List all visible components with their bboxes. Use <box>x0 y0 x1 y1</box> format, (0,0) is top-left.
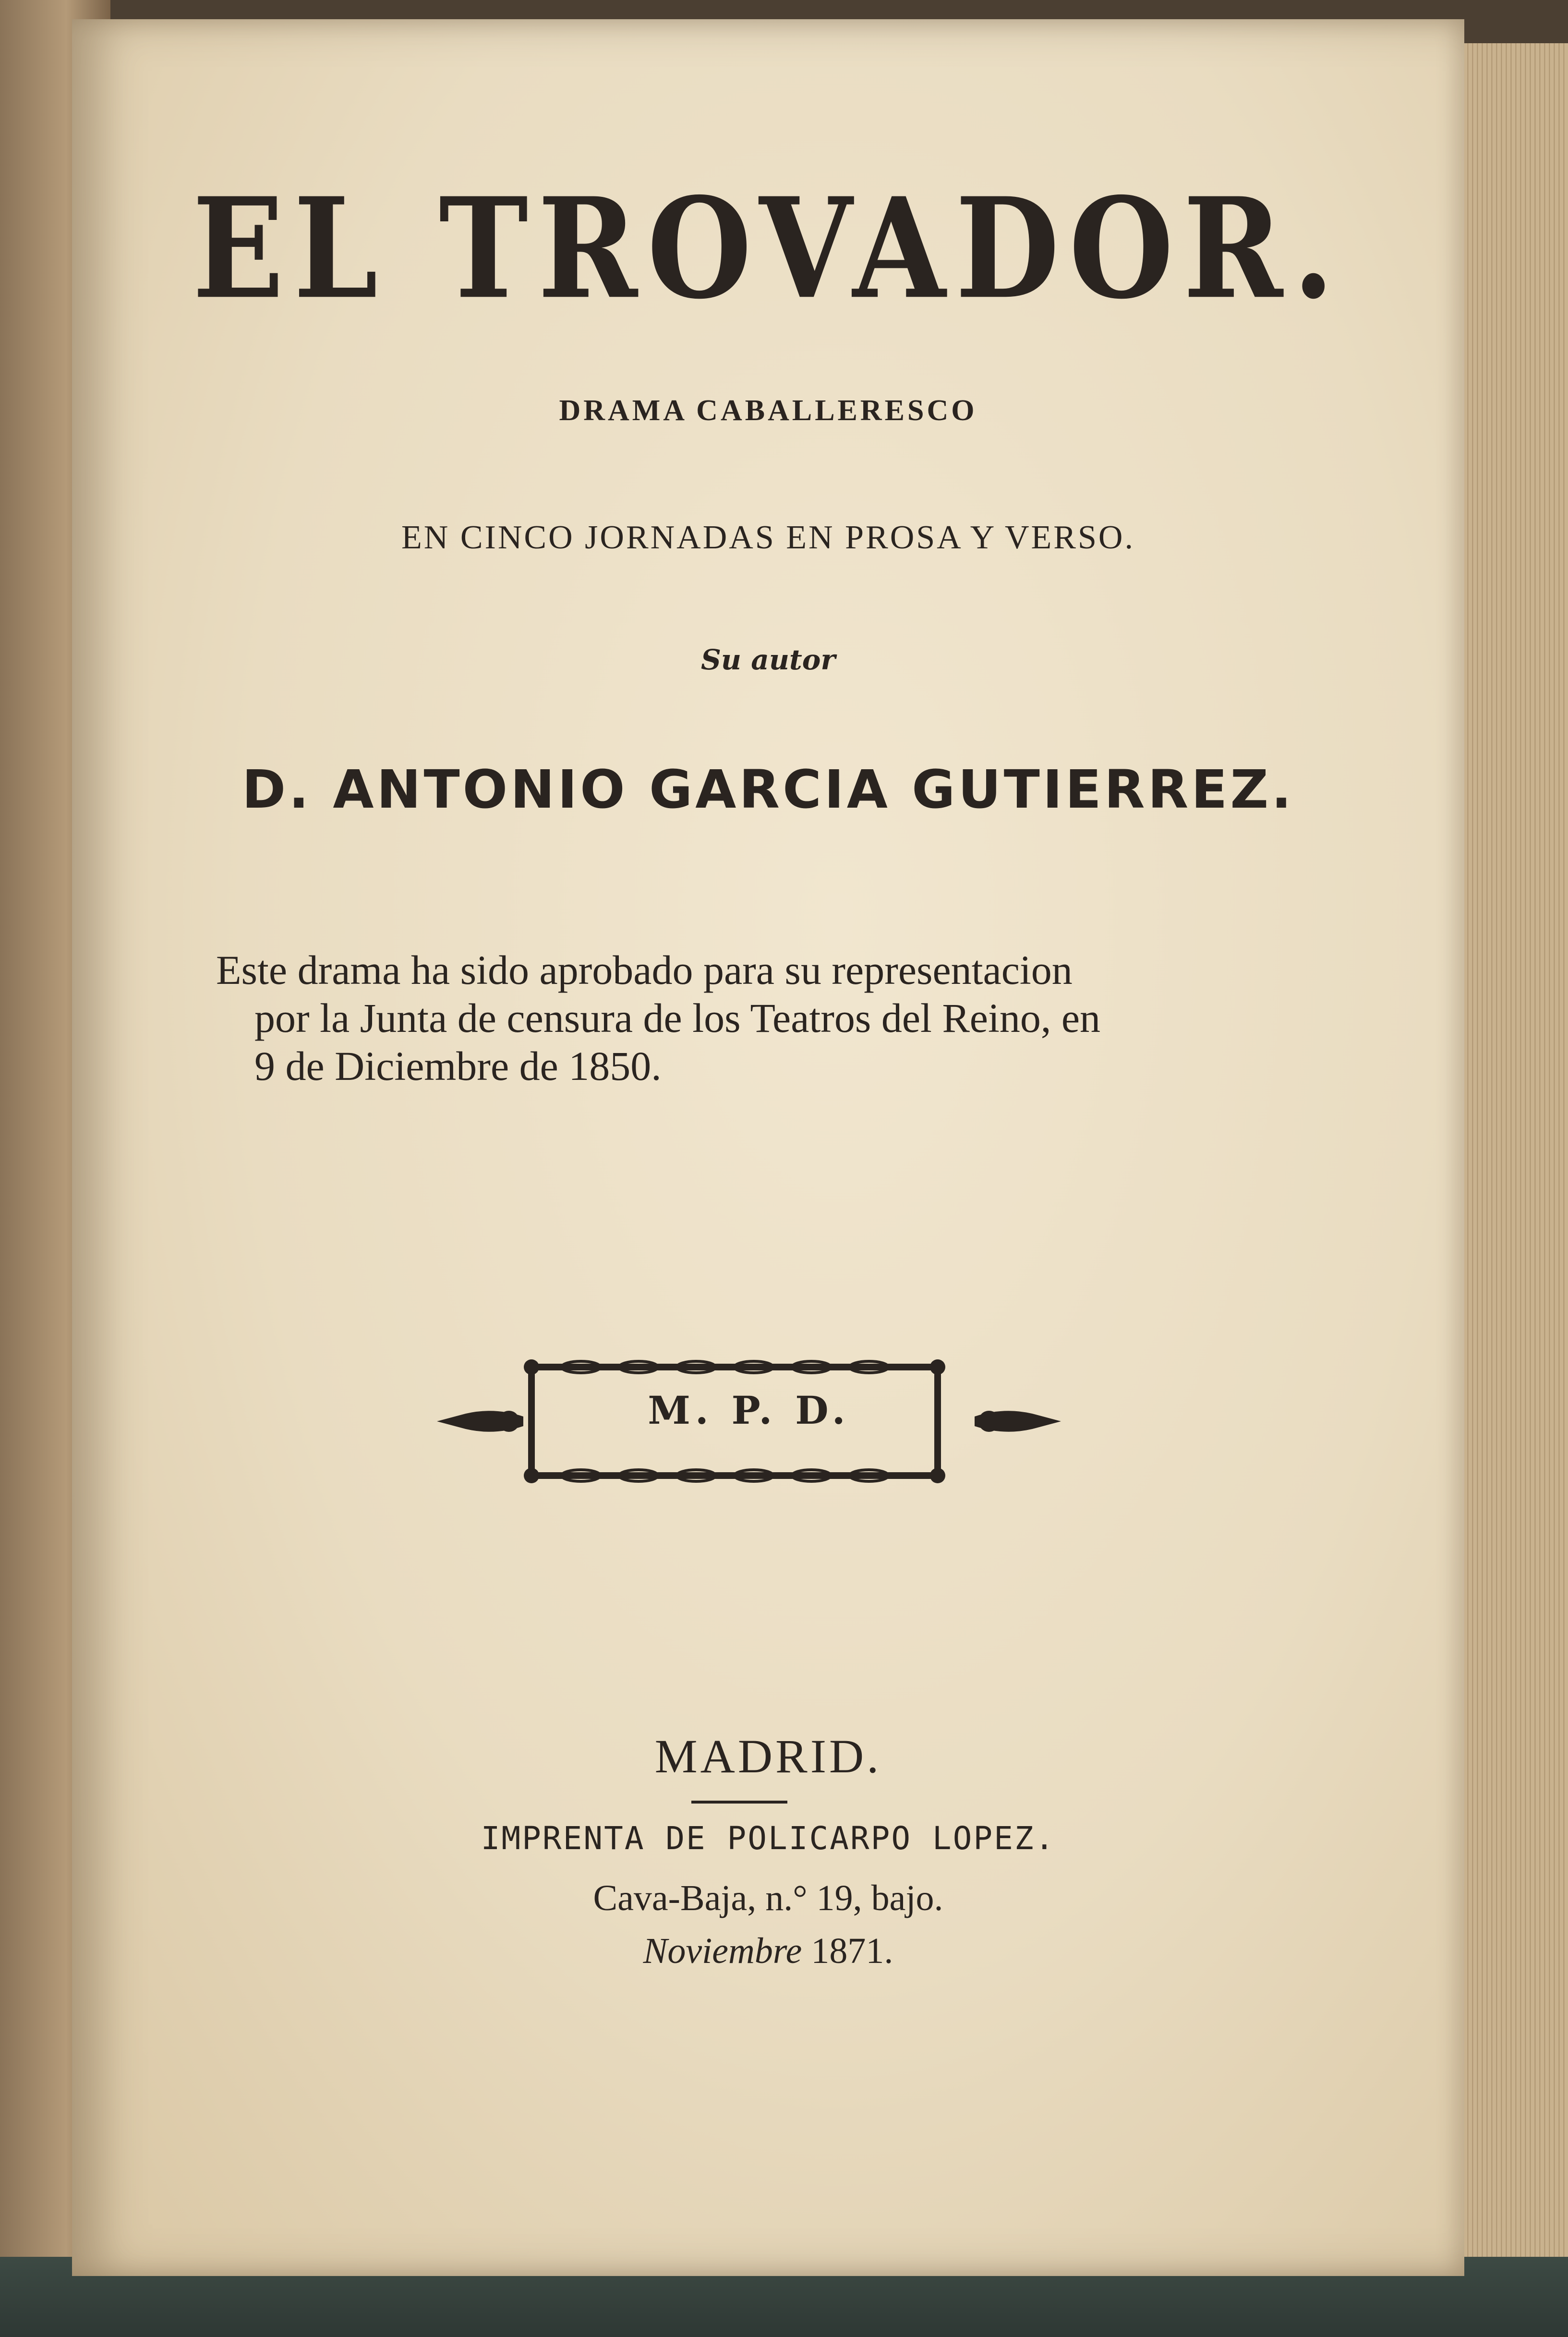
imprint-place: MADRID. <box>654 1730 882 1783</box>
approval-note <box>216 946 1320 1090</box>
book-title: EL TROVADOR. <box>192 167 1344 330</box>
approval-line: 9 de Diciembre de 1850. <box>254 1043 662 1089</box>
author-name: D. ANTONIO GARCIA GUTIERREZ. <box>242 759 1294 820</box>
approval-line: Este drama ha sido aprobado para su representacion <box>216 947 1073 993</box>
imprint-month: Noviembre <box>643 1931 802 1971</box>
genre-subtitle: DRAMA CABALLERESCO <box>559 394 977 427</box>
author-label: Su autor <box>700 643 836 676</box>
publisher-ornament <box>437 1354 1061 1489</box>
imprint-address: Cava-Baja, n.° 19, bajo. <box>593 1878 943 1918</box>
title-page <box>72 19 1464 2276</box>
approval-line: por la Junta de censura de los Teatros del Reino, en <box>254 995 1101 1041</box>
structure-subtitle: EN CINCO JORNADAS EN PROSA Y VERSO. <box>401 519 1135 556</box>
imprint-divider <box>691 1801 787 1804</box>
ornament-initials: M. P. D. <box>648 1388 850 1433</box>
imprint-printer: IMPRENTA DE POLICARPO LOPEZ. <box>481 1820 1056 1857</box>
title-page-content <box>72 19 1464 2276</box>
imprint-year: 1871. <box>811 1931 893 1971</box>
imprint-date <box>72 1930 1464 1972</box>
